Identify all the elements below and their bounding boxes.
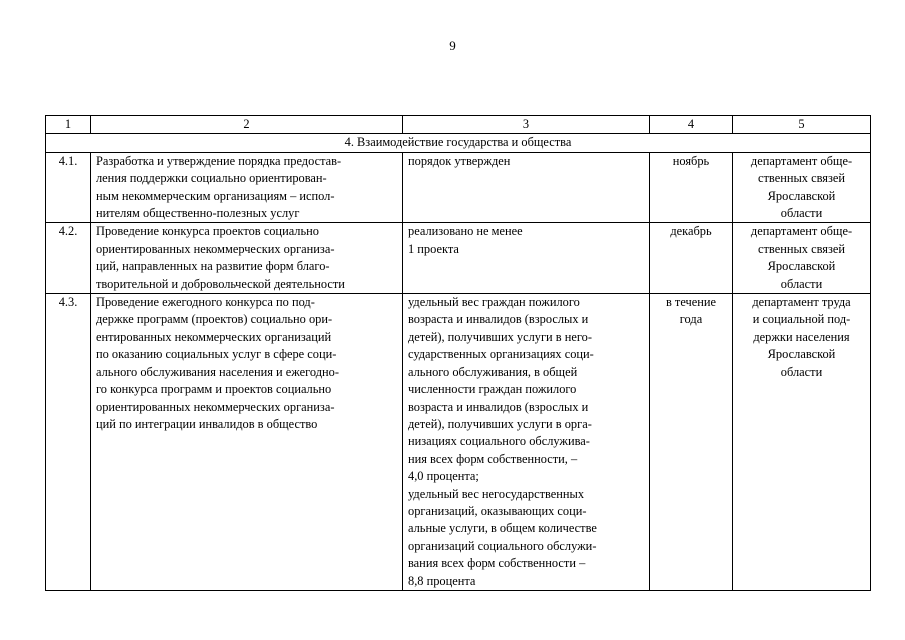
text-line: ентированных некоммерческих организаций [96, 329, 332, 344]
text-line: ноябрь [672, 153, 710, 168]
text-line: Разработка и утверждение порядка предостав- [96, 153, 342, 168]
text-line: детей), получивших услуги в орга- [408, 416, 592, 431]
text-line: численности граждан пожилого [408, 382, 577, 397]
text-line: сударственных организациях соци- [408, 347, 594, 362]
text-line: ления поддержки социально ориентирован- [96, 171, 327, 186]
text-line: департамент обще- [750, 224, 853, 239]
text-line: ния всех форм собственности, – [408, 451, 578, 466]
text-line: 4,0 процента; [408, 469, 479, 484]
text-line: ориентированных некоммерческих организа- [96, 241, 335, 256]
executor-cell [733, 152, 871, 223]
text-line: возраста и инвалидов (взрослых и [408, 312, 589, 327]
text-line: Ярославской [767, 259, 836, 274]
section-row [46, 134, 871, 152]
text-line: области [780, 206, 823, 221]
text-line: ций, направленных на развитие форм благо- [96, 259, 330, 274]
text-line: организаций социального обслужи- [408, 538, 597, 553]
text-line: и социальной под- [752, 312, 851, 327]
text-line: департамент труда [752, 295, 851, 310]
text-line: департамент обще- [750, 153, 853, 168]
text-line: альные услуги, в общем количестве [408, 521, 597, 536]
text-line: Ярославской [767, 188, 836, 203]
text-line: по оказанию социальных услуг в сфере соци- [96, 347, 337, 362]
table-row [46, 294, 871, 591]
text-line: области [780, 276, 823, 291]
header-cell: 5 [733, 116, 871, 134]
result-cell [403, 152, 650, 223]
term-cell [650, 152, 733, 223]
text-line: низациях социального обслужива- [408, 434, 590, 449]
text-line: ным некоммерческим организациям – испол- [96, 188, 335, 203]
result-cell [403, 294, 650, 591]
text-line: реализовано не менее [408, 224, 523, 239]
table-row [46, 152, 871, 223]
text-line: организаций, оказывающих соци- [408, 503, 587, 518]
page-number: 9 [449, 38, 456, 53]
section-title: 4. Взаимодействие государства и общества [46, 134, 871, 152]
text-line: творительной и добровольческой деятельности [96, 276, 345, 291]
row-number: 4.2. [46, 223, 91, 294]
text-line: декабрь [670, 224, 712, 239]
term-cell [650, 223, 733, 294]
table-row [46, 223, 871, 294]
text-line: вания всех форм собственности – [408, 556, 586, 571]
text-line: ций по интеграции инвалидов в общество [96, 416, 318, 431]
text-line: 8,8 процента [408, 573, 476, 588]
text-line: Ярославской [767, 347, 836, 362]
header-cell: 1 [46, 116, 91, 134]
action-cell [91, 223, 403, 294]
text-line: в течение [665, 295, 717, 310]
text-line: возраста и инвалидов (взрослых и [408, 399, 589, 414]
text-line: ориентированных некоммерческих организа- [96, 399, 335, 414]
text-line: держки населения [753, 329, 850, 344]
action-cell [91, 294, 403, 591]
executor-cell [733, 223, 871, 294]
header-cell: 4 [650, 116, 733, 134]
text-line: порядок утвержден [408, 153, 511, 168]
term-cell [650, 294, 733, 591]
text-line: го конкурса программ и проектов социально [96, 382, 332, 397]
text-line: детей), получивших услуги в него- [408, 329, 592, 344]
text-line: года [679, 312, 703, 327]
plan-table [45, 115, 871, 591]
text-line: ственных связей [758, 241, 845, 256]
row-number: 4.1. [46, 152, 91, 223]
text-line: ального обслуживания, в общей [408, 364, 578, 379]
text-line: держке программ (проектов) социально ори- [96, 312, 333, 327]
row-number: 4.3. [46, 294, 91, 591]
header-row [46, 116, 871, 134]
text-line: Проведение конкурса проектов социально [96, 224, 319, 239]
executor-cell [733, 294, 871, 591]
result-cell [403, 223, 650, 294]
text-line: удельный вес негосударственных [408, 486, 585, 501]
header-cell: 3 [403, 116, 650, 134]
text-line: области [780, 364, 823, 379]
text-line: 1 проекта [408, 241, 459, 256]
text-line: Проведение ежегодного конкурса по под- [96, 295, 315, 310]
text-line: нителям общественно-полезных услуг [96, 206, 300, 221]
header-cell: 2 [91, 116, 403, 134]
text-line: удельный вес граждан пожилого [408, 295, 580, 310]
action-cell [91, 152, 403, 223]
text-line: ственных связей [758, 171, 845, 186]
text-line: ального обслуживания населения и ежегодно- [96, 364, 340, 379]
